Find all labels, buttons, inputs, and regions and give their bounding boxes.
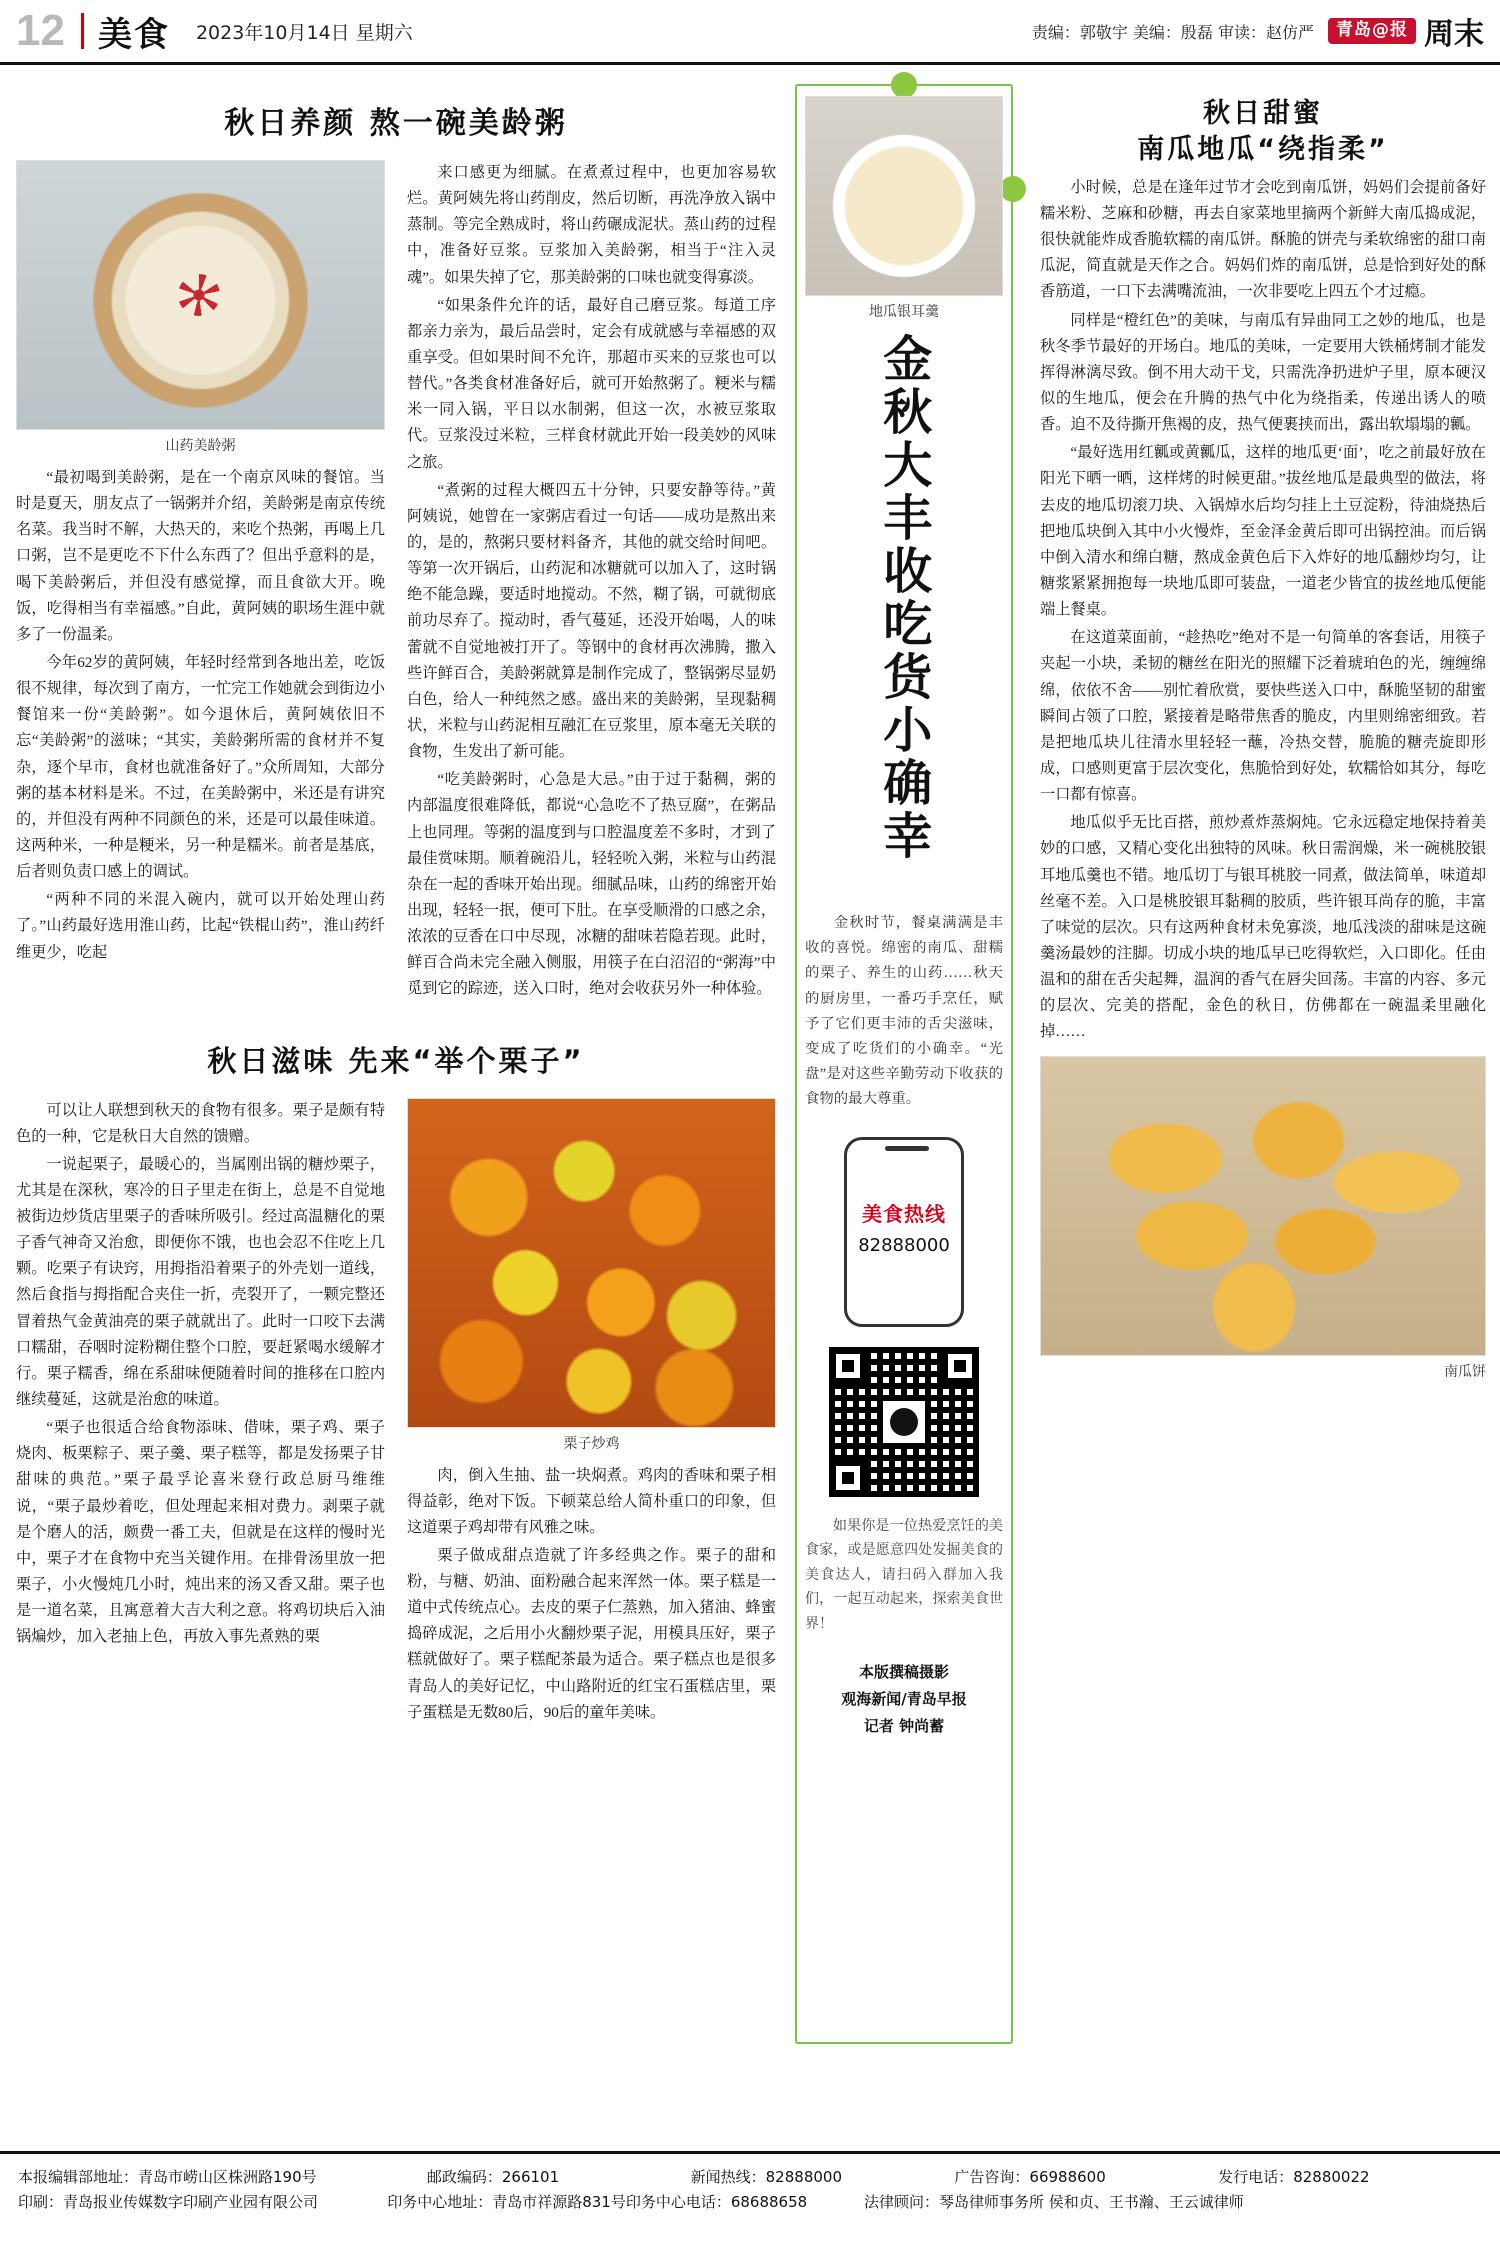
headline-pumpkin-line1: 秋日甜蜜 [1203,98,1323,129]
column-3-text [16,1098,385,1651]
feature-lead-text: 金秋时节，餐桌满满是丰收的喜悦。绵密的南瓜、甜糯的栗子、养生的山药……秋天的厨房里，一番巧手烹任，赋予了它们更丰沛的舌尖滋味，变成了吃货们的小确幸。“光盘”是对这些辛勤劳动下收获的食物的最大尊重。 [805,915,1003,1108]
footer-row-1 [0,2164,1500,2189]
column-1 [16,160,385,1005]
qr-center-logo [883,1401,925,1443]
hotline-label: 美食热线 [862,1201,946,1226]
paragraph: “栗子也很适合给食物添味、借味，栗子鸡、栗子烧肉、板栗粽子、栗子羹、栗子糕等，都是发扬栗子甘甜味的典范。”栗子最孚论喜米登行政总厨马维维说，“栗子最炒着吃，但处理起来相对费力。剥栗子就是个磨人的活，颇费一番工夫，但就是在这样的慢时光中，栗子才在食物中充当关键作用。在排骨汤里放一把栗子，小火慢炖几小时，炖出来的汤又香又甜。栗子也是一道名菜，且寓意着大吉大利之意。将鸡切块后入油锅煸炒，加入老抽上色，再放入事先煮熟的栗 [16,1419,385,1646]
paragraph: 一说起栗子，最暖心的，当属刚出锅的糖炒栗子，尤其是在深秋，寒冷的日子里走在街上，总是不自觉地被街边炒货店里栗子的香味所吸引。经过高温糖化的栗子香气神奇又治愈，即便你不饿，也也会忍不住吃上几颗。吃栗子有诀窍，用拇指沿着栗子的外壳划一道线，然后食指与拇指配合夹住一折，壳裂开了，一颗完整还冒着热气金黄油亮的栗子就就出了。此时一口咬下去满口糯甜，吞咽时淀粉糊住整个口腔，要赶紧喝水缓解才行。栗子糯香，绵在系甜味便随着时间的推移在口腔内继续蔓延，这就是治愈的味道。 [16,1155,385,1409]
masthead-divider [81,13,84,49]
column-2 [407,160,776,1005]
photo-soup-caption: 地瓜银耳羹 [869,304,939,320]
headline-pumpkin-line2: 南瓜地瓜“绕指柔” [1137,134,1389,166]
paragraph: 今年62岁的黄阿姨，年轻时经常到各地出差，吃饭很不规律，每次到了南方，一忙完工作她就会到街边小餐馆来一份“美龄粥”。如今退休后，黄阿姨依旧不忘“美龄粥”的滋味；“其实，美龄粥所需的食材并不复杂，逐个早市，食材也就准备好了。”众所周知，大部分粥的基本材料是米。不过，在美龄粥中，米还是有讲究的，并但没有两种不同颜色的米，还是可以最佳味道。这两种米，一种是粳米，另一种是糯米。前者是基底，后者则负责口感上的调试。 [16,653,385,881]
footer-print-center-address: 印务中心地址：青岛市祥源路831号 [387,2193,626,2211]
headline-pumpkin [1040,96,1486,169]
paragraph: 肉，倒入生抽、盐一块焖煮。鸡肉的香味和栗子相得益彰，绝对下饭。下顿菜总给人简朴重口的印象，但这道栗子鸡却带有风雅之味。 [407,1466,776,1536]
center-content [805,96,1003,1740]
editor-credits: 责编：郭敬宇 美编：殷磊 审读：赵仿严 [1031,22,1314,42]
paragraph: 在这道菜面前，“趁热吃”绝对不是一句简单的客套话，用筷子夹起一小块，柔韧的糖丝在阳光的照耀下泛着琥珀色的光，缠缠绵绵，依依不舍——别忙着欣赏，要快些送入口中，酥脆坚韧的甜蜜瞬间占领了口腔，紧接着是略带焦香的脆皮，内里则绵密细致。若是把地瓜块儿往清水里轻轻一蘸，冷热交替，脆脆的糖壳旋即形成，口感则更富于层次变化，焦脆恰到好处，软糯恰如其分，每吃一口都有惊喜。 [1040,629,1486,804]
headline-chestnut: 秋日滋味 先来“举个栗子” [207,1043,585,1078]
section-title: 美食 [97,14,170,55]
column-4-text [407,1463,776,1726]
credit-line-2: 观海新闻/青岛早报 [841,1690,967,1709]
hotline-number: 82888000 [858,1234,950,1256]
photo-sweetpotato-soup [805,96,1003,296]
footer-print-center-phone: 印务中心电话：68688658 [625,2193,808,2211]
feature-vertical-title: 金秋大丰收吃货小确幸 [875,333,933,863]
footer-address: 本报编辑部地址：青岛市崂山区株洲路190号 [18,2168,317,2186]
photo-congee [16,160,385,430]
footer-news-hotline: 新闻热线：82888000 [690,2168,842,2186]
photo-chestnut-caption: 栗子炒鸡 [563,1435,620,1452]
footer-row-2 [0,2189,1500,2214]
qr-finder-bottom-left [829,1459,867,1497]
left-columns-top [16,160,776,1005]
column-3 [16,1098,385,1728]
qr-finder-top-left [829,1347,867,1385]
logo-weekend-label: 周末 [1424,17,1484,52]
decor-dot-top [891,72,917,98]
left-section [16,66,776,1728]
paragraph: “吃美龄粥时，心急是大忌。”由于过于黏稠，粥的内部温度很难降低，都说“心急吃不了热豆腐”，在粥品上也同理。等粥的温度到与口腔温度差不多时，才到了最佳赏味期。顺着碗沿儿，轻轻吮入粥，米粒与山药混杂在一起的香味开始出现。细腻品味，山药的绵密开始出现，轻轻一抿，便可下肚。在享受顺滑的口感之余，浓浓的豆香在口中尽现，冰糖的甜味若隐若现。此时，鲜百合尚未完全融入侧服，用筷子在白沼沼的“粥海”中觅到它的踪迹，送入口时，绝对会收获另外一种体验。 [407,771,776,998]
newspaper-logo [1328,9,1484,53]
footer-legal-counsel: 法律顾问：琴岛律师事务所 侯和贞、王书瀚、王云诚律师 [864,2193,1244,2211]
footer-ad-inquiry: 广告咨询：66988600 [954,2168,1106,2186]
right-section [1040,66,1486,1391]
byline-credit [805,1659,1003,1740]
credit-line-1: 本版撰稿摄影 [858,1663,949,1682]
column-2-text [407,160,776,1003]
paragraph: 可以让人联想到秋天的食物有很多。栗子是颇有特色的一种，它是秋日大自然的馈赠。 [16,1101,385,1145]
credit-line-3: 记者 钟尚蓄 [863,1717,945,1736]
page-footer [0,2151,1500,2243]
qr-finder-top-right [941,1347,979,1385]
photo-pumpkin-cakes [1040,1056,1486,1356]
page-content [0,66,1500,2146]
page-number: 12 [16,6,65,55]
paragraph: “最好选用红瓤或黄瓤瓜，这样的地瓜更‘面’，吃之前最好放在阳光下晒一晒，这样烤的时候更甜。”拔丝地瓜是最典型的做法，将去皮的地瓜切滚刀块、入锅焯水后均匀挂上土豆淀粉，待油烧热后把地瓜块倒入其中小火慢炸，至金泽金黄后即可出锅控油。而后锅中倒入清水和绵白糖，熬成金黄色后下入炸好的地瓜翻炒均匀，让糖浆紧紧拥抱每一块地瓜即可装盘，一道老少皆宜的拔丝地瓜便能端上餐桌。 [1040,444,1486,619]
paragraph: 同样是“橙红色”的美味，与南瓜有异曲同工之妙的地瓜，也是秋冬季节最好的开场白。地瓜的美味，一定要用大铁桶烤制才能发挥得淋漓尽致。倒不用大动干戈，只需洗净扔进炉子里，原本硬汉似的生地瓜，便会在升腾的热气中化为绕指柔，传递出诱人的喷香。迫不及待撕开焦褐的皮，热气便裹挟而出，露出软塌塌的瓤。 [1040,311,1486,434]
paragraph: 栗子做成甜点造就了许多经典之作。栗子的甜和粉，与糖、奶油、面粉融合起来浑然一体。栗子糕是一道中式传统点心。去皮的栗子仁蒸熟，加入猪油、蜂蜜捣碎成泥，之后用小火翻炒栗子泥，用模具压好，栗子糕就做好了。栗子糕配茶最为适合。栗子糕点也是很多青岛人的美好记忆，中山路附近的红宝石蛋糕店里，栗子蛋糕是无数80后，90后的童年美味。 [407,1546,776,1721]
logo-badge: 青岛@报 [1328,18,1416,44]
publication-date: 2023年10月14日 星期六 [195,21,413,44]
photo-chestnut-chicken [407,1098,776,1428]
left-columns-bottom [16,1098,776,1728]
column-1-text [16,465,385,966]
photo-pumpkin-caption: 南瓜饼 [1444,1363,1486,1380]
decor-dot-right [1000,176,1026,202]
paragraph: “煮粥的过程大概四五十分钟，只要安静等待。”黄阿姨说，她曾在一家粥店看过一句话——成功是熬出来的，是的，熬粥只要材料备齐，其他的就交给时间吧。等第一次开锅后，山药泥和冰糖就可以加入了，这时锅绝不能急躁，要适时地搅动。不然，糊了锅，可就彻底前功尽弃了。搅动时，香气蔓延，还没开始喝，人的味蕾就不自觉地被打开了。等钢中的食材再次沸腾，撒入些许鲜百合，美龄粥就算是制作完成了，整锅粥尽显奶白色，给人一种纯然之感。盛出来的美龄粥，呈现黏稠状，米粒与山药泥相互融汇在豆浆里，原本毫无关联的食物，生发出了新可能。 [407,481,776,761]
center-feature-column [795,66,1015,2066]
footer-postcode: 邮政编码：266101 [426,2168,560,2186]
hotline-phone-graphic [844,1137,964,1327]
paragraph: “两种不同的米混入碗内，就可以开始处理山药了。”山药最好选用淮山药，比起“铁棍山药”，淮山药纤维更少，吃起 [16,891,385,961]
photo-congee-caption: 山药美龄粥 [165,438,236,454]
footer-printer: 印刷：青岛报业传媒数字印刷产业园有限公司 [18,2193,319,2211]
right-column-text [1040,175,1486,1046]
footer-distribution-phone: 发行电话：82880022 [1218,2168,1370,2186]
paragraph: “如果条件允许的话，最好自己磨豆浆。每道工序都亲力亲为，最后品尝时，定会有成就感与幸福感的双重享受。但如果时间不允许，那超市买来的豆浆也可以替代。”各类食材准备好后，就可开始熬粥了。粳米与糯米一同入锅，平日以水制粥，但这一次，水被豆浆取代。豆浆没过米粒，三样食材就此开始一段美妙的风味之旅。 [407,296,776,471]
paragraph: 小时候，总是在逢年过节才会吃到南瓜饼，妈妈们会提前备好糯米粉、芝麻和砂糖，再去自家菜地里摘两个新鲜大南瓜捣成泥，很快就能炸成香脆软糯的南瓜饼。酥脆的饼壳与柔软绵密的甜口南瓜泥，简直就是天作之合。妈妈们炸的南瓜饼，总是恰到好处的酥香筋道，一口下去满嘴流油，一次非要吃上四五个才过瘾。 [1040,178,1486,301]
paragraph: “最初喝到美龄粥，是在一个南京风味的餐馆。当时是夏天，朋友点了一锅粥并介绍，美龄粥是南京传统名菜。我当时不解，大热天的，来吃个热粥，再喝上几口粥，岂不是更吃不下什么东西了？但出乎意料的是，喝下美龄粥后，并但没有感觉撑，而且食欲大开。晚饭，吃得相当有幸福感。”自此，黄阿姨的职场生涯中就多了一份温柔。 [16,469,385,643]
headline-congee: 秋日养颜 熬一碗美龄粥 [224,106,568,141]
masthead [0,0,1500,65]
qr-invitation-text: 如果你是一位热爱烹饪的美食家，或是愿意四处发掘美食的美食达人，请扫码入群加入我们，一起互动起来，探索美食世界！ [805,1518,1003,1632]
column-4 [407,1098,776,1728]
qr-code[interactable] [823,1341,985,1503]
paragraph: 地瓜似乎无比百搭，煎炒煮炸蒸焖炖。它永远稳定地保持着美妙的口感，又精心变化出独特的风味。秋日需润燥，米一碗桃胶银耳地瓜羹也不错。地瓜切丁与银耳桃胶一同煮，做法简单，味道却丝毫不差。入口是桃胶银耳黏稠的胶质，些许银耳尚存的脆，丰富了味觉的层次。只有这两种食材未免寡淡，地瓜浅淡的甜味是这碗羹汤最妙的注脚。切成小块的地瓜早已吃得软烂，入口即化。任由温和的甜在舌尖起舞，温润的香气在唇尖回荡。丰富的内容、多元的层次、完美的搭配，金色的秋日，仿佛都在一碗温柔里融化掉…… [1040,814,1486,1041]
paragraph: 来口感更为细腻。在煮煮过程中，也更加容易软烂。黄阿姨先将山药削皮，然后切断，再洗净放入锅中蒸制。等完全熟成时，将山药碾成泥状。蒸山药的过程中，准备好豆浆。豆浆加入美龄粥，相当于“注入灵魂”。如果失掉了它，那美龄粥的口味也就变得寡淡。 [407,164,776,286]
footer-spacer [1244,2191,1482,2212]
